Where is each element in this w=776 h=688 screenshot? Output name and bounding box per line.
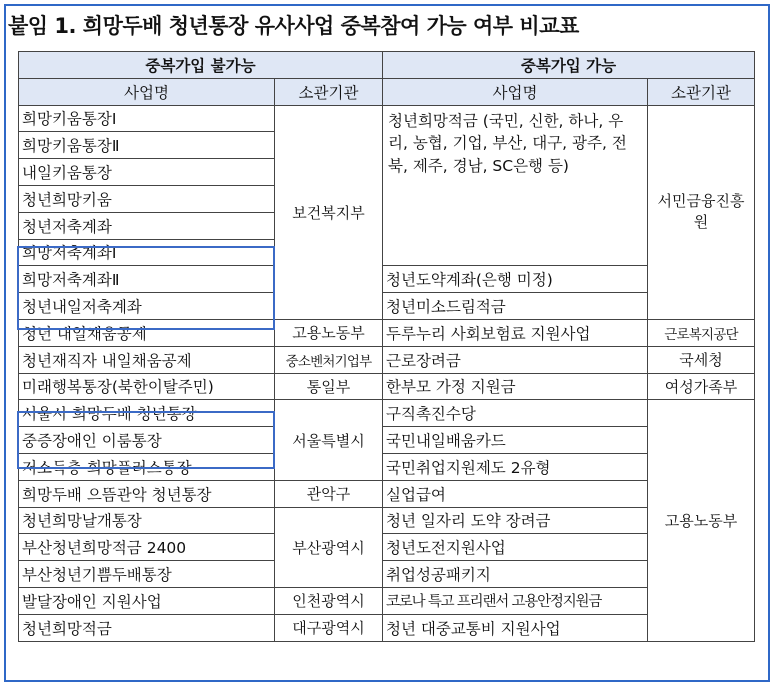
- table-row: [19, 346, 755, 373]
- agency-cell: 근로복지공단: [648, 319, 755, 346]
- table-row: [19, 453, 755, 480]
- program-cell: 청년내일저축계좌: [19, 293, 275, 320]
- agency-cell: 고용노동부: [275, 319, 383, 346]
- table-row: [19, 427, 755, 454]
- column-header-row: [19, 78, 755, 105]
- program-cell: 청년도전지원사업: [383, 534, 648, 561]
- comparison-table: [18, 51, 755, 642]
- agency-cell: 보건복지부: [275, 105, 383, 319]
- agency-cell: 대구광역시: [275, 614, 383, 641]
- program-cell: 국민내일배움카드: [383, 427, 648, 454]
- table-row: [19, 614, 755, 641]
- table-row: [19, 105, 755, 132]
- program-cell: 취업성공패키지: [383, 561, 648, 588]
- agency-cell: 서민금융진흥원: [648, 105, 755, 319]
- program-cell: 중증장애인 이룸통장: [19, 427, 275, 454]
- program-cell: 두루누리 사회보험료 지원사업: [383, 319, 648, 346]
- agency-cell: 통일부: [275, 373, 383, 400]
- table-row: [19, 400, 755, 427]
- page-title: 붙임 1. 희망두배 청년통장 유사사업 중복참여 가능 여부 비교표: [8, 14, 579, 38]
- program-cell: 실업급여: [383, 480, 648, 507]
- program-cell: 청년희망날개통장: [19, 507, 275, 534]
- agency-cell: 서울특별시: [275, 400, 383, 480]
- agency-cell: 관악구: [275, 480, 383, 507]
- program-cell: 부산청년기쁨두배통장: [19, 561, 275, 588]
- agency-header-right: 소관기관: [648, 78, 755, 105]
- table-row: [19, 587, 755, 614]
- program-cell: 희망저축계좌Ⅰ: [19, 239, 275, 266]
- table-row: [19, 534, 755, 561]
- program-cell: 청년희망적금: [19, 614, 275, 641]
- agency-header-left: 소관기관: [275, 78, 383, 105]
- table-row: [19, 319, 755, 346]
- program-cell: 구직촉진수당: [383, 400, 648, 427]
- agency-cell: 고용노동부: [648, 400, 755, 641]
- program-cell: 희망두배 으뜸관악 청년통장: [19, 480, 275, 507]
- table-row: [19, 561, 755, 588]
- program-cell: 부산청년희망적금 2400: [19, 534, 275, 561]
- agency-cell: 여성가족부: [648, 373, 755, 400]
- agency-cell: 부산광역시: [275, 507, 383, 587]
- program-cell: 서울시 희망두배 청년통장: [19, 400, 275, 427]
- table-row: [19, 373, 755, 400]
- program-cell: 희망저축계좌Ⅱ: [19, 266, 275, 293]
- agency-cell: 인천광역시: [275, 587, 383, 614]
- program-cell: 청년희망적금 (국민, 신한, 하나, 우리, 농협, 기업, 부산, 대구, 광주, 전북, 제주, 경남, SC은행 등): [383, 105, 648, 266]
- allowed-header: 중복가입 가능: [383, 52, 755, 79]
- program-cell: 청년저축계좌: [19, 212, 275, 239]
- agency-cell: 국세청: [648, 346, 755, 373]
- program-cell: 청년재직자 내일채움공제: [19, 346, 275, 373]
- program-cell: 미래행복통장(북한이탈주민): [19, 373, 275, 400]
- program-cell: 청년미소드림적금: [383, 293, 648, 320]
- program-cell: 희망키움통장Ⅱ: [19, 132, 275, 159]
- program-header-right: 사업명: [383, 78, 648, 105]
- table-row: [19, 266, 755, 293]
- table-row: [19, 293, 755, 320]
- program-cell: 근로장려금: [383, 346, 648, 373]
- program-cell: 내일키움통장: [19, 159, 275, 186]
- table-row: [19, 480, 755, 507]
- program-cell: 희망키움통장Ⅰ: [19, 105, 275, 132]
- program-cell: 저소득층 희망플러스통장: [19, 453, 275, 480]
- program-header-left: 사업명: [19, 78, 275, 105]
- group-header-row: [19, 52, 755, 79]
- program-cell: 코로나 특고 프리랜서 고용안정지원금: [383, 587, 648, 614]
- program-cell: 한부모 가정 지원금: [383, 373, 648, 400]
- program-cell: 청년 일자리 도약 장려금: [383, 507, 648, 534]
- program-cell: 청년희망키움: [19, 185, 275, 212]
- agency-cell: 중소벤처기업부: [275, 346, 383, 373]
- program-cell: 청년 내일채움공제: [19, 319, 275, 346]
- program-cell: 청년 대중교통비 지원사업: [383, 614, 648, 641]
- not-allowed-header: 중복가입 불가능: [19, 52, 383, 79]
- table-row: [19, 507, 755, 534]
- program-cell: 발달장애인 지원사업: [19, 587, 275, 614]
- program-cell: 국민취업지원제도 2유형: [383, 453, 648, 480]
- program-cell: 청년도약계좌(은행 미정): [383, 266, 648, 293]
